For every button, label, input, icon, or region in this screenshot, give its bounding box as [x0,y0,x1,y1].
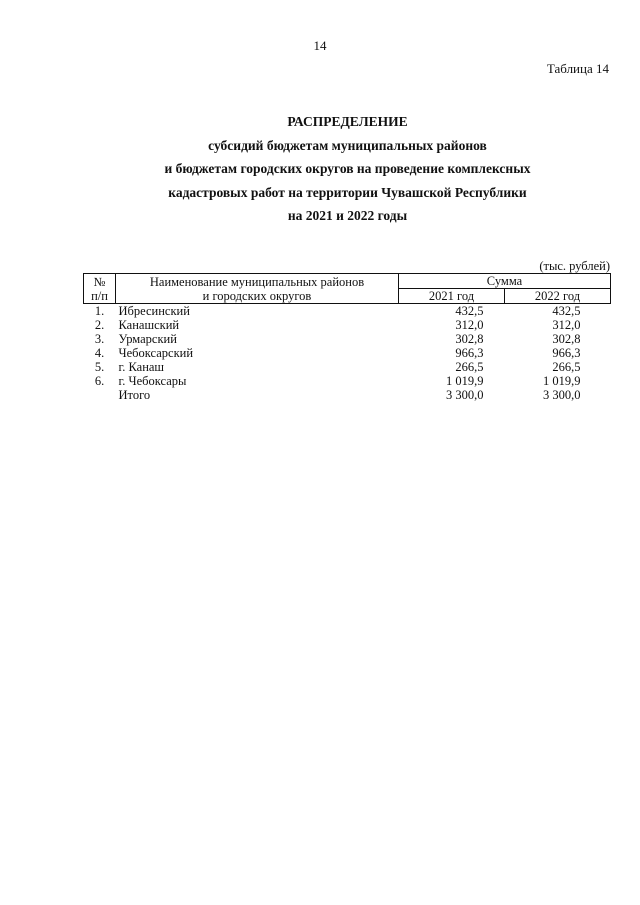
header-year-2021: 2021 год [399,289,505,304]
row-value-2021: 302,8 [455,332,484,346]
row-value-2022: 266,5 [552,360,581,374]
row-value-2021: 266,5 [455,360,484,374]
table-row [84,304,611,319]
header-row [84,274,611,289]
table-row [84,318,611,332]
header-number-line2: п/п [91,288,108,303]
heading-line: и бюджетам городских округов на проведение комплексных [164,161,531,176]
header-year-2022: 2022 год [505,289,611,304]
total-label: Итого [118,388,151,402]
header-name [116,274,399,304]
header-number-line1: № [93,274,106,289]
table-row [84,346,611,360]
table-body [84,304,611,403]
row-name: Урмарский [118,332,177,346]
table-label: Таблица 14 [546,61,609,76]
row-value-2022: 1 019,9 [543,374,581,388]
heading-line: на 2021 и 2022 годы [287,208,408,223]
row-value-2021: 312,0 [455,318,484,332]
total-value-2021: 3 300,0 [446,388,484,402]
row-name: Ибресинский [118,304,190,318]
row-number: 2. [94,318,105,332]
unit-note: (тыс. рублей) [539,259,610,273]
row-value-2021: 1 019,9 [446,374,484,388]
header-name-line2: и городских округов [202,288,312,303]
heading-title: РАСПРЕДЕЛЕНИЕ [287,114,408,129]
row-number: 3. [94,332,105,346]
total-row [84,388,611,402]
heading-line: кадастровых работ на территории Чувашской Республики [168,184,527,200]
row-name: Канашский [118,318,180,332]
row-value-2022: 432,5 [552,304,581,318]
row-name: г. Чебоксары [118,374,187,388]
row-value-2021: 432,5 [455,304,484,318]
row-value-2022: 312,0 [552,318,581,332]
header-name-line1: Наименование муниципальных районов [149,274,365,289]
row-value-2022: 966,3 [552,346,581,360]
page-number: 14 [313,38,327,53]
row-name: Чебоксарский [118,346,194,360]
total-number-cell [84,388,116,402]
heading-line: субсидий бюджетам муниципальных районов [208,137,487,153]
total-value-2022: 3 300,0 [543,388,581,402]
row-number: 5. [94,360,105,374]
table-row [84,332,611,346]
row-number: 1. [94,304,105,318]
table-row [84,360,611,374]
header-sum: Сумма [399,274,611,289]
row-number: 6. [94,374,105,388]
row-number: 4. [94,346,105,360]
document-heading [60,110,635,228]
row-name: г. Канаш [118,360,165,374]
table-row [84,374,611,388]
distribution-table [83,273,611,402]
row-value-2021: 966,3 [455,346,484,360]
header-number [84,274,116,304]
row-value-2022: 302,8 [552,332,581,346]
